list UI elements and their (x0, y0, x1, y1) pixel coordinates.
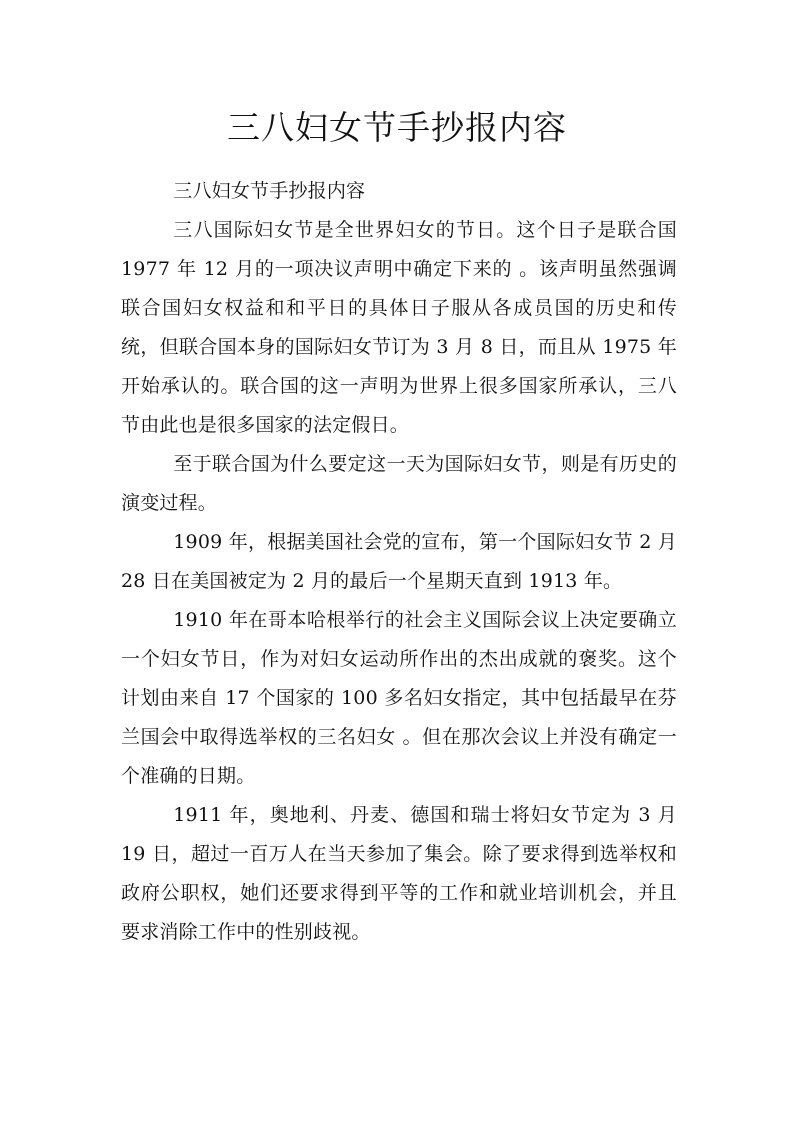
paragraph-subtitle: 三八妇女节手抄报内容 (173, 180, 366, 202)
paragraph-1910: 1910 年在哥本哈根举行的社会主义国际会议上决定要确立一个妇女节日，作为对妇女运动所作出的杰出成就的褒奖。这个计划由来自 17 个国家的 100 多名妇女指定，其中包括最早在芬兰国会中取得选举权的三名妇女 。但在那次会议上并没有确定一个准确的日期。 (121, 609, 677, 787)
paragraph-1911: 1911 年，奥地利、丹麦、德国和瑞士将妇女节定为 3 月 19 日，超过一百万人在当天参加了集会。除了要求得到选举权和政府公职权，她们还要求得到平等的工作和就业培训机会，并且要求消除工作中的性别歧视。 (121, 804, 677, 943)
document-body (121, 172, 677, 952)
paragraph-1909: 1909 年，根据美国社会党的宣布，第一个国际妇女节 2 月 28 日在美国被定为 2 月的最后一个星期天直到 1913 年。 (121, 531, 677, 592)
paragraph-history-intro: 至于联合国为什么要定这一天为国际妇女节，则是有历史的演变过程。 (121, 453, 677, 514)
paragraph-un-declaration: 三八国际妇女节是全世界妇女的节日。这个日子是联合国 1977 年 12 月的一项决议声明中确定下来的 。该声明虽然强调联合国妇女权益和和平日的具体日子服从各成员国的历史和传统，但联合国本身的国际妇女节订为 3 月 8 日，而且从 1975 年开始承认的。联合国的这一声明为世界上很多国家所承认，三八节由此也是很多国家的法定假日。 (121, 219, 677, 436)
document-title: 三八妇女节手抄报内容 (227, 108, 567, 147)
